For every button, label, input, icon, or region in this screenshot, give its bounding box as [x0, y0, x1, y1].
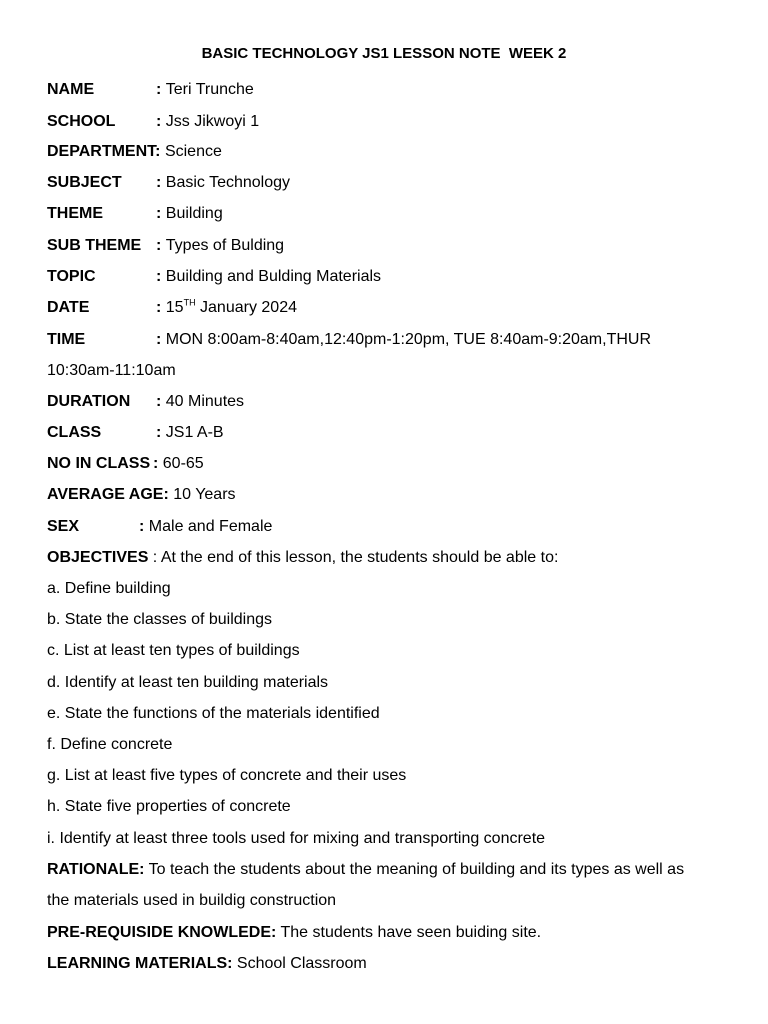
- objective-item: i. Identify at least three tools used for mixing and transporting concrete: [47, 830, 546, 847]
- topic-value: Building and Bulding Materials: [165, 268, 382, 285]
- topic-row: TOPIC : Building and Bulding Materials: [47, 268, 382, 285]
- class-row: CLASS : JS1 A-B: [47, 424, 224, 441]
- objective-item: h. State five properties of concrete: [47, 798, 291, 815]
- average-age-label: AVERAGE AGE:: [47, 486, 169, 503]
- topic-label: TOPIC: [47, 268, 96, 285]
- objectives-intro: At the end of this lesson, the students should be able to:: [160, 549, 559, 566]
- prerequisite-row: [47, 923, 541, 943]
- time-label: TIME: [47, 331, 86, 348]
- objective-item: a. Define building: [47, 580, 171, 597]
- subject-value: Basic Technology: [165, 174, 291, 191]
- time-continuation: 10:30am-11:10am: [47, 362, 176, 379]
- school-label: SCHOOL: [47, 113, 116, 130]
- learning-materials-label: LEARNING MATERIALS:: [47, 955, 233, 972]
- date-rest: January 2024: [200, 299, 297, 316]
- learning-materials-value: School Classroom: [236, 955, 367, 972]
- department-row: [47, 142, 222, 162]
- theme-row: THEME : Building: [47, 205, 223, 222]
- objective-item: b. State the classes of buildings: [47, 611, 273, 628]
- objective-item: e. State the functions of the materials identified: [47, 705, 380, 722]
- rationale-text: To teach the students about the meaning of building and its types as well as: [148, 861, 685, 878]
- objectives-label: OBJECTIVES: [47, 549, 149, 566]
- page-title: BASIC TECHNOLOGY JS1 LESSON NOTE WEEK 2: [201, 45, 567, 62]
- sub-theme-row: SUB THEME : Types of Bulding: [47, 237, 285, 254]
- date-suffix: TH: [183, 297, 196, 308]
- school-row: SCHOOL : Jss Jikwoyi 1: [47, 113, 260, 130]
- name-label: NAME: [47, 81, 95, 98]
- objective-item: f. Define concrete: [47, 736, 173, 753]
- duration-value: 40 Minutes: [165, 393, 245, 410]
- subject-row: SUBJECT : Basic Technology: [47, 174, 291, 191]
- subject-label: SUBJECT: [47, 174, 122, 191]
- name-row: NAME : Teri Trunche: [47, 81, 254, 98]
- time-value: MON 8:00am-8:40am,12:40pm-1:20pm, TUE 8:40am-9:20am,THUR: [165, 331, 652, 348]
- date-label: DATE: [47, 299, 90, 316]
- average-age-value: 10 Years: [173, 486, 236, 503]
- date-row: DATE : 15TH January 2024: [47, 297, 297, 316]
- objective-item: g. List at least five types of concrete and their uses: [47, 767, 407, 784]
- duration-label: DURATION: [47, 393, 131, 410]
- average-age-row: [47, 485, 236, 505]
- school-value: Jss Jikwoyi 1: [165, 113, 260, 130]
- sub-theme-value: Types of Bulding: [165, 237, 285, 254]
- name-value: Teri Trunche: [165, 81, 254, 98]
- no-in-class-label: NO IN CLASS: [47, 455, 151, 472]
- no-in-class-row: NO IN CLASS : 60-65: [47, 455, 204, 472]
- duration-row: DURATION : 40 Minutes: [47, 393, 245, 410]
- class-label: CLASS: [47, 424, 102, 441]
- department-label: DEPARTMENT:: [47, 143, 161, 160]
- rationale-continuation: the materials used in buildig construction: [47, 892, 337, 909]
- sex-row: SEX : Male and Female: [47, 518, 273, 535]
- rationale-row: [47, 860, 684, 880]
- objectives-row: OBJECTIVES : At the end of this lesson, the students should be able to:: [47, 549, 559, 566]
- prerequisite-label: PRE-REQUISIDE KNOWLEDE:: [47, 924, 277, 941]
- no-in-class-value: 60-65: [162, 455, 204, 472]
- objective-item: c. List at least ten types of buildings: [47, 642, 300, 659]
- class-value: JS1 A-B: [165, 424, 224, 441]
- objective-item: d. Identify at least ten building materials: [47, 674, 329, 691]
- sub-theme-label: SUB THEME: [47, 237, 142, 254]
- rationale-label: RATIONALE:: [47, 861, 145, 878]
- department-value: Science: [164, 143, 222, 160]
- time-row: TIME : MON 8:00am-8:40am,12:40pm-1:20pm, TUE 8:40am-9:20am,THUR: [47, 331, 652, 348]
- theme-value: Building: [165, 205, 223, 222]
- date-day: 15: [165, 299, 184, 316]
- theme-label: THEME: [47, 205, 103, 222]
- prerequisite-value: The students have seen buiding site.: [280, 924, 542, 941]
- sex-value: Male and Female: [148, 518, 273, 535]
- sex-label: SEX: [47, 518, 80, 535]
- learning-materials-row: [47, 954, 367, 974]
